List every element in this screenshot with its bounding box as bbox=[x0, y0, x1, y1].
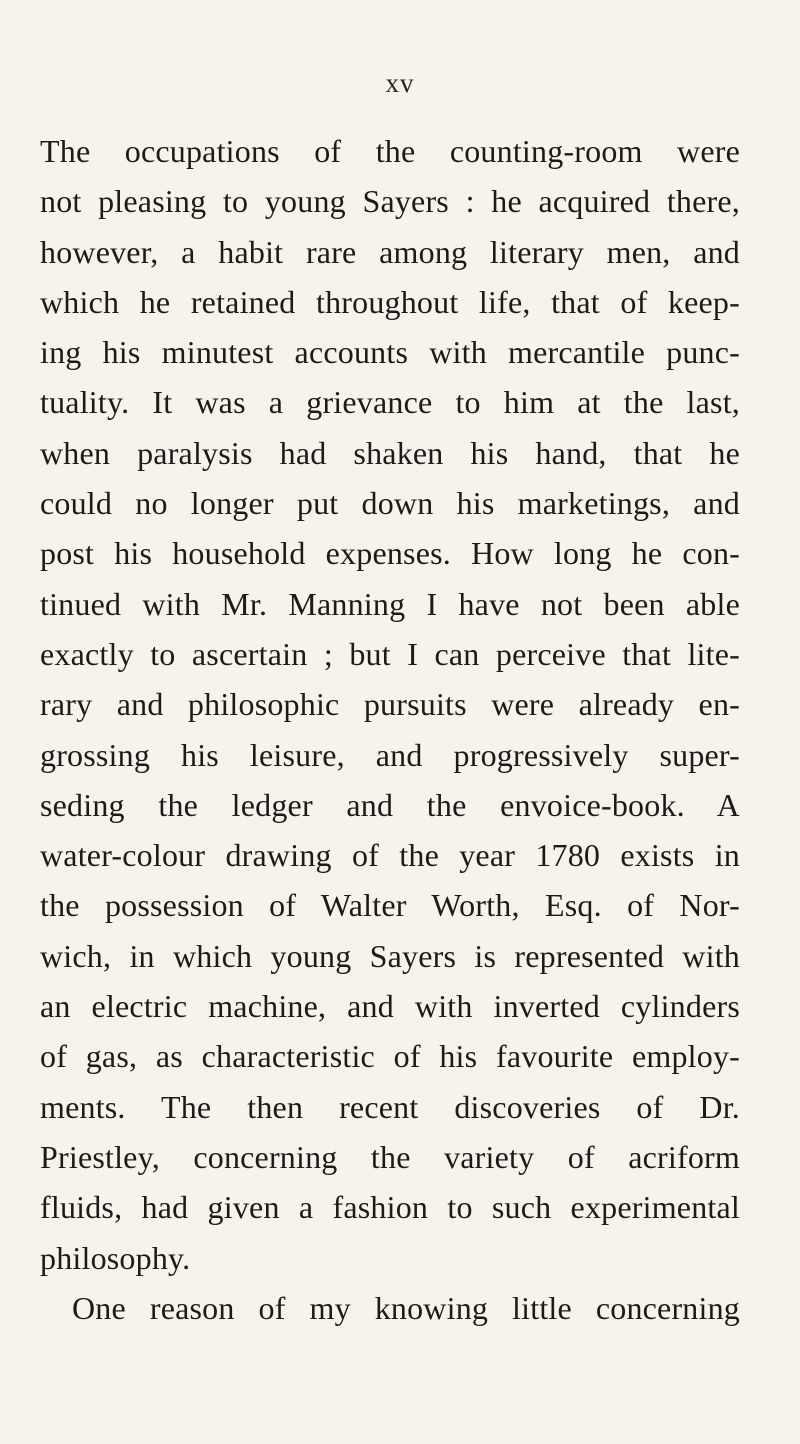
text-line: of gas, as characteristic of his favourite employ- bbox=[40, 1038, 740, 1075]
text-line: exactly to ascertain ; but I can perceive that lite- bbox=[40, 635, 740, 672]
text-line: when paralysis had shaken his hand, that he bbox=[40, 434, 740, 471]
text-line: not pleasing to young Sayers : he acquired there, bbox=[40, 183, 740, 220]
text-line: Priestley, concerning the variety of acriform bbox=[40, 1138, 740, 1175]
body-text bbox=[40, 126, 740, 1333]
text-line: tuality. It was a grievance to him at the last, bbox=[40, 384, 740, 421]
text-line: philosophy. bbox=[40, 1239, 191, 1276]
paragraph-2 bbox=[40, 1283, 740, 1333]
text-line: wich, in which young Sayers is represented with bbox=[40, 937, 740, 974]
text-line: water-colour drawing of the year 1780 exists in bbox=[40, 837, 740, 874]
text-line: ing his minutest accounts with mercantile punc- bbox=[40, 334, 740, 371]
text-line: The occupations of the counting-room were bbox=[40, 133, 740, 169]
text-line: the possession of Walter Worth, Esq. of Nor- bbox=[40, 887, 740, 924]
text-line: One reason of my knowing little concerning bbox=[72, 1289, 740, 1326]
text-line: fluids, had given a fashion to such experimental bbox=[40, 1189, 740, 1226]
text-line: could no longer put down his marketings, and bbox=[40, 485, 740, 522]
paragraph-1 bbox=[40, 126, 740, 1283]
text-line: an electric machine, and with inverted cylinders bbox=[40, 988, 740, 1025]
text-line: tinued with Mr. Manning I have not been able bbox=[40, 585, 740, 622]
text-line: however, a habit rare among literary men, and bbox=[40, 233, 740, 270]
text-line: grossing his leisure, and progressively super- bbox=[40, 736, 740, 773]
text-line: seding the ledger and the envoice-book. A bbox=[40, 786, 740, 823]
text-line: rary and philosophic pursuits were already en- bbox=[40, 686, 740, 723]
text-line: post his household expenses. How long he con- bbox=[40, 535, 740, 572]
text-line: ments. The then recent discoveries of Dr. bbox=[40, 1088, 740, 1125]
text-line: which he retained throughout life, that of keep- bbox=[40, 283, 740, 320]
page-number: xv bbox=[385, 68, 415, 98]
